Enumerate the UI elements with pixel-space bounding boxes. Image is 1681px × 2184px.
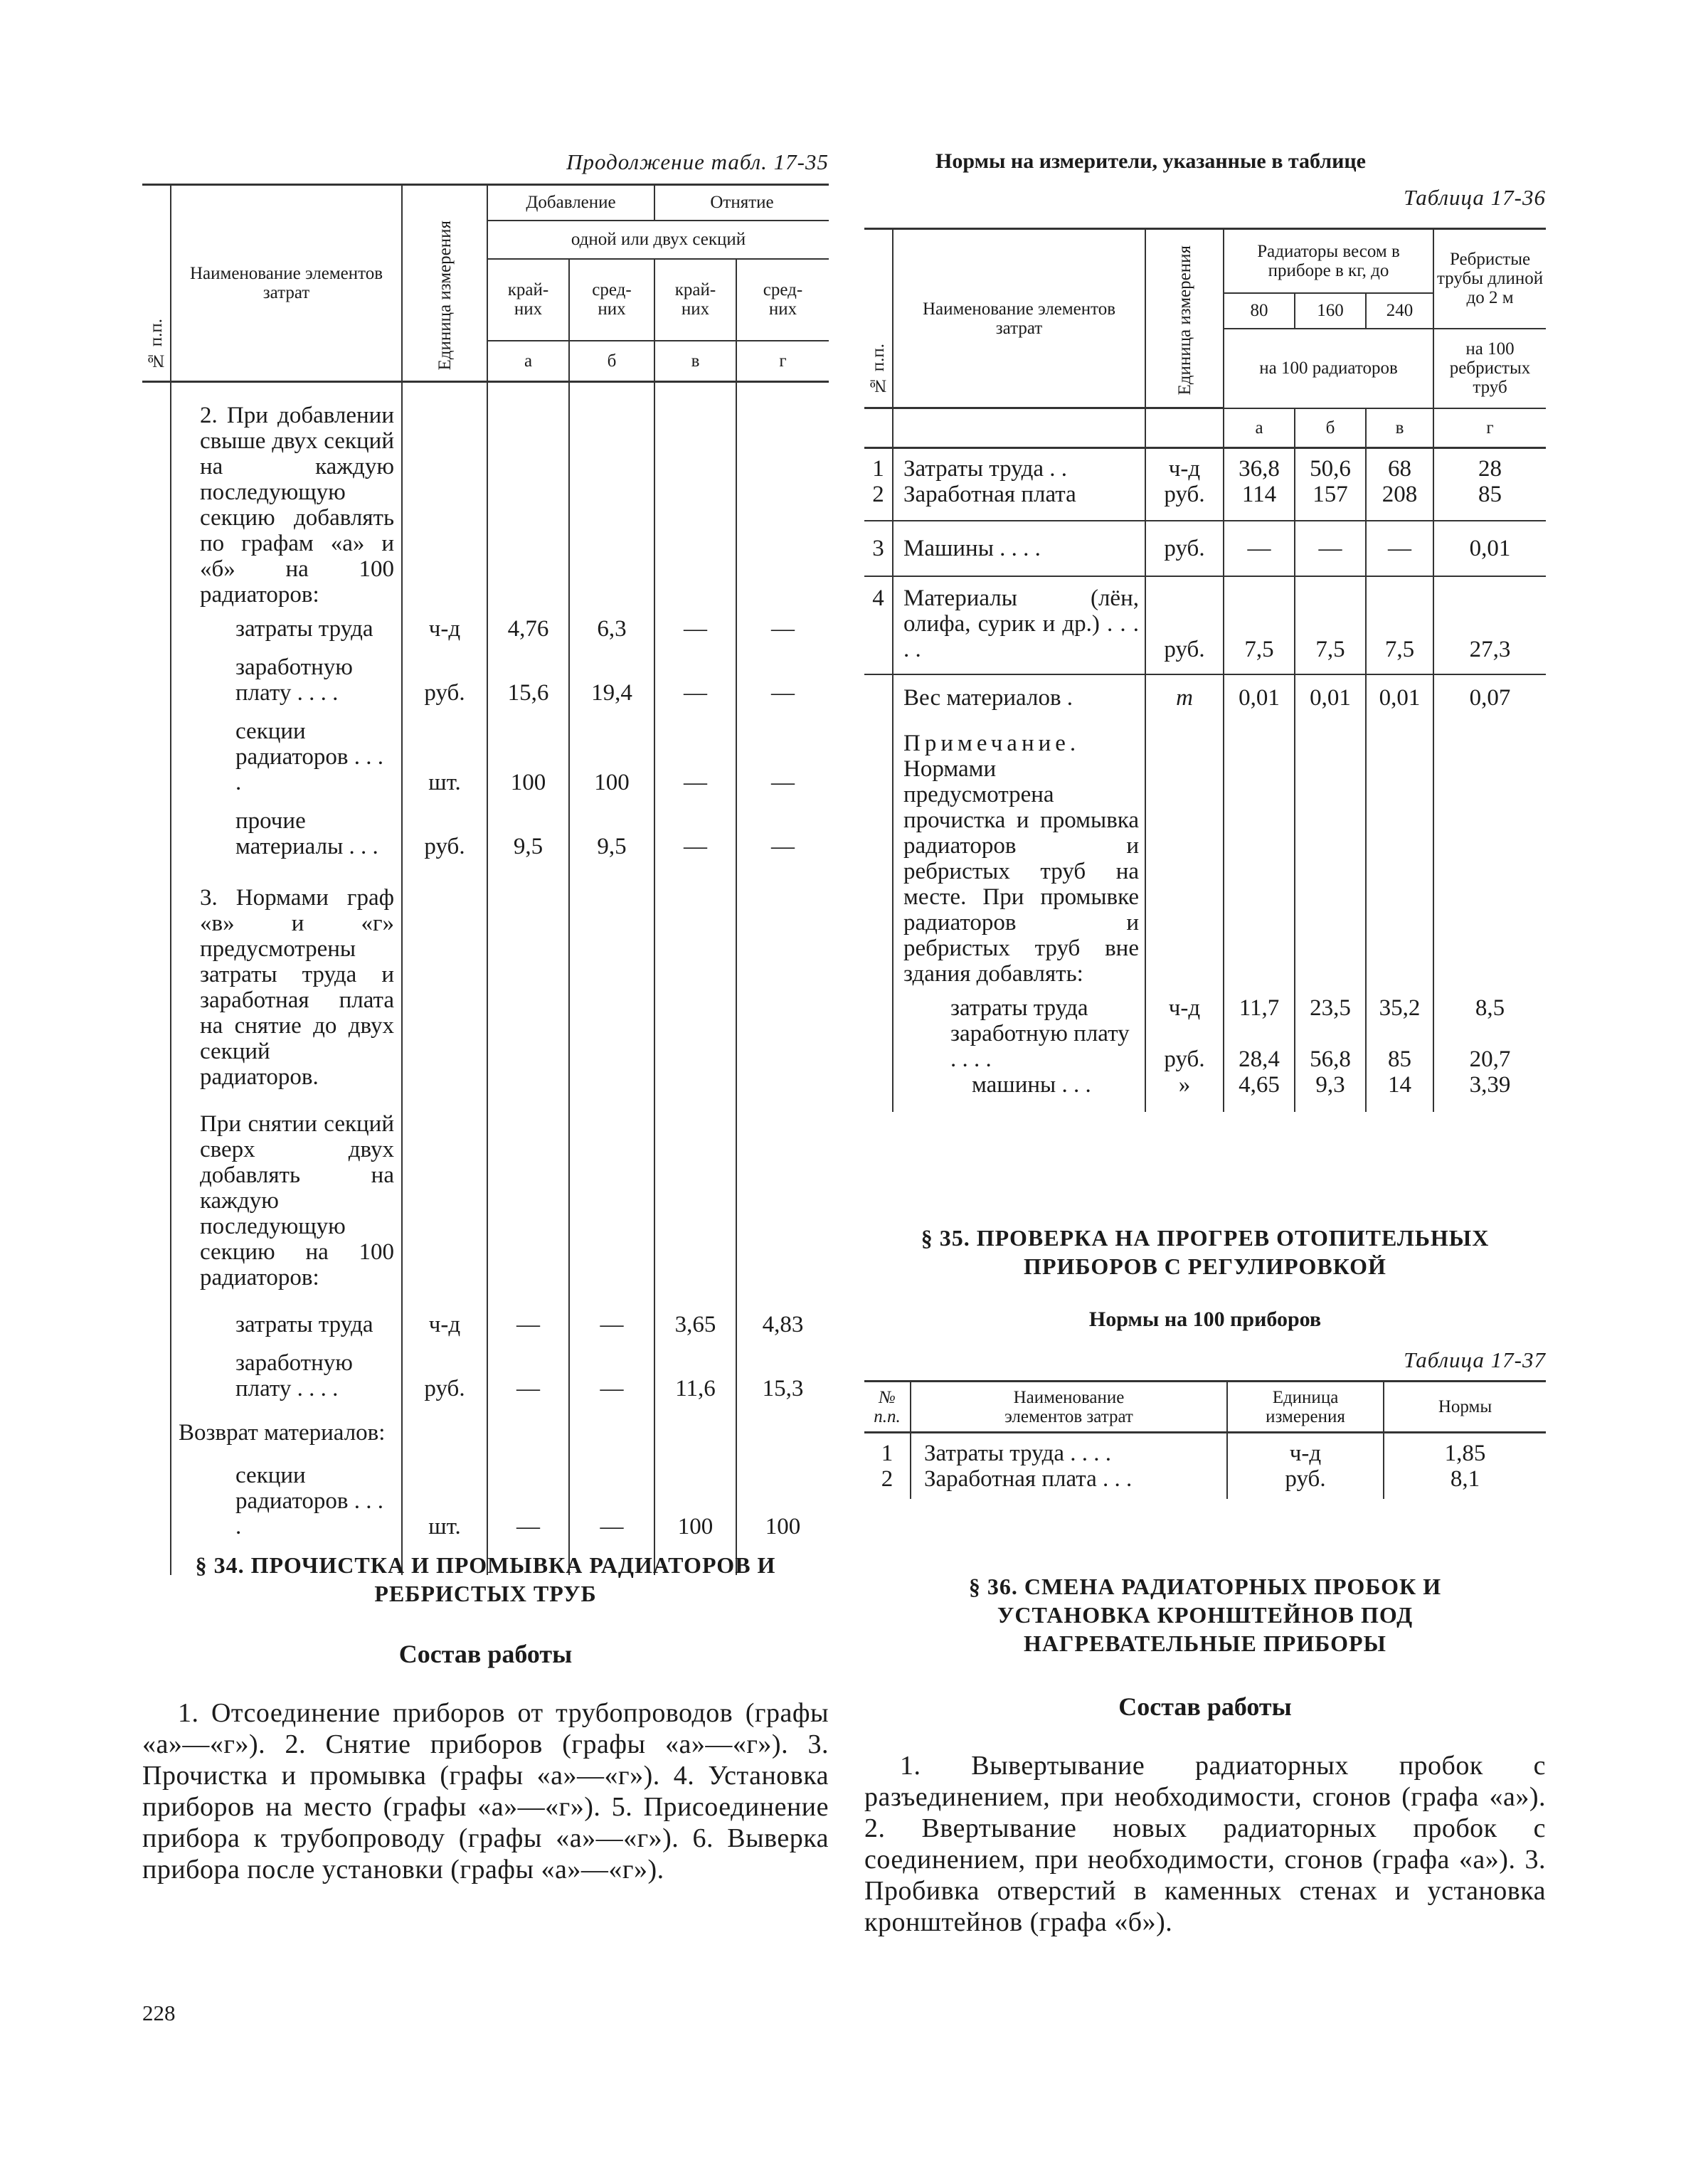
t36-r5-name: Вес материалов .	[893, 674, 1145, 711]
t36-n1-v: 35,2	[1366, 987, 1433, 1021]
t35-row-wage	[142, 642, 829, 706]
t36-h-name: Наименование элементов затрат	[893, 229, 1145, 408]
t36-r2-v: 208	[1366, 482, 1433, 521]
t35-r3-b: 100	[569, 706, 654, 795]
t36-n1-a: 11,7	[1224, 987, 1295, 1021]
t36-n2-v: 85	[1366, 1021, 1433, 1072]
t35-r2-g: —	[771, 680, 795, 706]
t36-h-rad: Радиаторы весом в приборе в кг, до	[1224, 229, 1433, 293]
t36-r4-unit: руб.	[1145, 576, 1224, 674]
t36-n3-unit: »	[1145, 1072, 1224, 1112]
t35-r3-a: 100	[487, 706, 569, 795]
t35-l-a: а	[487, 341, 569, 382]
t35-r1-v: —	[654, 608, 736, 642]
t35-caption: Продолжение табл. 17-35	[566, 149, 829, 174]
s34-text: 1. Отсоединение приборов от трубопроводов (графы «а»—«г»). 2. Снятие приборов (графы «а»—«г»). 3. Прочистка и промывка (графы «а»—«г»). 4. Установка приборов на место (графы «а»—«г»). 5. Присоединение прибора к трубопроводу (графы «а»—«г»). 6. Выверка прибора после установки (графы «а»—«г»).	[142, 1698, 829, 1885]
t36-n1-unit: ч-д	[1145, 987, 1224, 1021]
t36-r1-unit: ч-д	[1145, 448, 1224, 482]
t35-r5-unit: ч-д	[402, 1290, 487, 1337]
t36-r3-a: —	[1224, 521, 1295, 576]
t35-r2-unit: руб.	[402, 642, 487, 706]
t35-r6-b: —	[569, 1337, 654, 1401]
section-35	[864, 1224, 1546, 1499]
t35-r5-a: —	[487, 1290, 569, 1337]
t36-r1-v: 68	[1366, 448, 1433, 482]
t35-no-col	[142, 382, 171, 608]
t35-r4-name: прочие материалы . . .	[171, 795, 402, 859]
t36-r3-b: —	[1295, 521, 1366, 576]
t35-r3-unit: шт.	[402, 706, 487, 795]
t35-row-remove-wage	[142, 1337, 829, 1401]
t36-r2-no: 2	[864, 482, 893, 521]
s36-title: § 36. СМЕНА РАДИАТОРНЫХ ПРОБОК И УСТАНОВКА КРОНШТЕЙНОВ ПОД НАГРЕВАТЕЛЬНЫЕ ПРИБОРЫ	[968, 1574, 1442, 1656]
t36-r3-name: Машины . . . .	[893, 521, 1145, 576]
t36-n1-g: 8,5	[1475, 995, 1505, 1021]
t35-r7-name: секции радиаторов . . . .	[171, 1446, 402, 1575]
t36-h-no-cell	[864, 229, 893, 408]
t35-row-labor	[142, 608, 829, 642]
t36-r4-name: Материалы (лён, олифа, сурик и др.) . . . . .	[893, 576, 1145, 674]
t35-h-rem: Отнятие	[654, 185, 829, 221]
t36-r2-name: Заработная плата	[893, 482, 1145, 521]
t35-r1-g: —	[771, 616, 795, 642]
s34-subtitle: Состав работы	[398, 1640, 573, 1668]
t36-r3-g: 0,01	[1433, 521, 1546, 576]
t35-row-materials	[142, 795, 829, 859]
t35-h-unit-cell	[402, 185, 487, 382]
t35-p5: Возврат материалов:	[171, 1401, 402, 1446]
t36-row-1	[864, 448, 1546, 482]
t36-r5-b: 0,01	[1295, 674, 1366, 711]
t36-n3-name: машины . . .	[893, 1072, 1145, 1112]
t36-n1-b: 23,5	[1295, 987, 1366, 1021]
t35-l-b: б	[569, 341, 654, 382]
t35-h-sections: одной или двух секций	[487, 221, 829, 259]
t35-r1-name: затраты труда	[171, 608, 402, 642]
t37-h-no: № п.п.	[864, 1382, 911, 1433]
t36-h-per100r: на 100 радиаторов	[1224, 329, 1433, 408]
t37-h-name: Наименование элементов затрат	[911, 1382, 1227, 1433]
t37-r2-unit: руб.	[1227, 1466, 1384, 1499]
t35-r6-a: —	[487, 1337, 569, 1401]
s35-title: § 35. ПРОВЕРКА НА ПРОГРЕВ ОТОПИТЕЛЬНЫХ ПРИБОРОВ С РЕГУЛИРОВКОЙ	[921, 1225, 1490, 1279]
section-36	[864, 1572, 1546, 1938]
t36-n2-g: 20,7	[1469, 1046, 1511, 1072]
t35-r3-g: —	[771, 770, 795, 795]
t37-r2-norm: 8,1	[1450, 1466, 1480, 1492]
t37-grid	[864, 1380, 1546, 1499]
t35-r1-b: 6,3	[569, 608, 654, 642]
t36-l-g: г	[1433, 408, 1546, 448]
t37-row-2	[864, 1466, 1546, 1499]
t36-r5-v: 0,01	[1366, 674, 1433, 711]
t35-r4-g: —	[771, 834, 795, 859]
t35-h-edge2: край-них	[654, 259, 736, 341]
table-17-35-caption	[142, 149, 829, 175]
t36-note-cell	[893, 711, 1145, 987]
t36-row-note-labor	[864, 987, 1546, 1021]
t35-p4: При снятии секций сверх двух добавлять на каждую последующую секцию на 100 радиаторов:	[171, 1090, 402, 1290]
t36-n2-a: 28,4	[1224, 1021, 1295, 1072]
t36-n3-a: 4,65	[1224, 1072, 1295, 1112]
t36-note: Нормами предусмотрена прочистка и промывка радиаторов и ребристых труб на месте. При промывке радиаторов и ребристых труб вне здания добавлять:	[903, 756, 1139, 987]
s35-caption: Таблица 17-37	[1404, 1347, 1546, 1372]
t35-r7-unit: шт.	[402, 1446, 487, 1575]
t36-r4-v: 7,5	[1366, 576, 1433, 674]
t35-l-g: г	[736, 341, 829, 382]
t36-r2-g: 85	[1433, 482, 1546, 521]
t36-heading: Нормы на измерители, указанные в таблице	[935, 149, 1366, 173]
t36-row-weight	[864, 674, 1546, 711]
t36-n3-g: 3,39	[1469, 1072, 1511, 1098]
t35-row-sections	[142, 706, 829, 795]
t36-n3-v: 14	[1366, 1072, 1433, 1112]
t37-r2-name: Заработная плата . . .	[911, 1466, 1227, 1499]
t35-r5-g: 4,83	[762, 1312, 804, 1337]
t35-r4-unit: руб.	[402, 795, 487, 859]
t35-l-v: в	[654, 341, 736, 382]
t36-n2-unit: руб.	[1145, 1021, 1224, 1072]
t36-r4-g: 27,3	[1433, 576, 1546, 674]
t36-grid	[864, 228, 1546, 1112]
t35-h-mid1: сред-них	[569, 259, 654, 341]
t36-n2-b: 56,8	[1295, 1021, 1366, 1072]
t36-h-160: 160	[1295, 293, 1366, 329]
t36-r5-g: 0,07	[1469, 685, 1511, 711]
t37-h-norm: Нормы	[1384, 1382, 1546, 1433]
t35-r7-g: 100	[765, 1514, 801, 1539]
t35-r2-a: 15,6	[487, 642, 569, 706]
t36-r1-g: 28	[1478, 456, 1502, 482]
t37-r2-no: 2	[864, 1466, 911, 1499]
t37-r1-norm: 1,85	[1444, 1441, 1486, 1466]
t35-r5-v: 3,65	[654, 1290, 736, 1337]
t36-r4-a: 7,5	[1224, 576, 1295, 674]
t36-h-no: № п.п.	[869, 344, 888, 396]
t36-row-4	[864, 576, 1546, 674]
t35-r7-v: 100	[654, 1446, 736, 1575]
t36-r1-name: Затраты труда . .	[893, 448, 1145, 482]
t36-h-80: 80	[1224, 293, 1295, 329]
t35-r4-a: 9,5	[487, 795, 569, 859]
t35-r1-a: 4,76	[487, 608, 569, 642]
t35-row-remove-labor	[142, 1290, 829, 1337]
t36-l-b: б	[1295, 408, 1366, 448]
t35-r2-v: —	[654, 642, 736, 706]
table-17-36	[864, 228, 1546, 1112]
t36-h-per100t: на 100 ребристых труб	[1433, 329, 1546, 408]
t36-n3-b: 9,3	[1295, 1072, 1366, 1112]
t36-r3-unit: руб.	[1145, 521, 1224, 576]
t36-row-note-wage	[864, 1021, 1546, 1072]
t36-n2-name: заработную плату . . . .	[893, 1021, 1145, 1072]
s36-subtitle: Состав работы	[1118, 1692, 1292, 1721]
t36-row-2	[864, 482, 1546, 521]
t36-row-3	[864, 521, 1546, 576]
page-number: 228	[142, 2000, 176, 2025]
t36-row-note	[864, 711, 1546, 987]
t36-caption: Таблица 17-36	[1404, 185, 1546, 210]
t35-r6-name: заработную плату . . . .	[171, 1337, 402, 1401]
t35-r2-b: 19,4	[569, 642, 654, 706]
t35-r6-g: 15,3	[762, 1376, 804, 1401]
t35-h-edge1: край-них	[487, 259, 569, 341]
t36-r1-a: 36,8	[1224, 448, 1295, 482]
table-17-36-heading	[864, 149, 1546, 211]
t36-h-unit: Единица измерения	[1174, 245, 1194, 396]
t36-r3-v: —	[1366, 521, 1433, 576]
t36-r5-unit: т	[1145, 674, 1224, 711]
table-17-35	[142, 184, 829, 1575]
t36-l-a: а	[1224, 408, 1295, 448]
t36-n1-name: затраты труда	[893, 987, 1145, 1021]
t36-r5-a: 0,01	[1224, 674, 1295, 711]
t35-p2: 2. При добавлении свыше двух секций на каждую последующую секцию добавлять по графам «а» и «б» на 100 радиаторов:	[171, 382, 402, 608]
t36-r1-b: 50,6	[1295, 448, 1366, 482]
t36-l-v: в	[1366, 408, 1433, 448]
t35-r3-v: —	[654, 706, 736, 795]
t36-r2-a: 114	[1224, 482, 1295, 521]
t35-h-no: № п.п.	[147, 319, 166, 371]
t35-r1-unit: ч-д	[402, 608, 487, 642]
t37-r1-no: 1	[864, 1433, 911, 1467]
t35-h-add: Добавление	[487, 185, 654, 221]
t35-h-name: Наименование элементов затрат	[171, 185, 402, 382]
t36-r4-no: 4	[864, 576, 893, 674]
s35-norms: Нормы на 100 приборов	[1088, 1308, 1322, 1331]
t35-r3-name: секции радиаторов . . . .	[171, 706, 402, 795]
t35-r7-b: —	[569, 1446, 654, 1575]
t37-r1-name: Затраты труда . . . .	[911, 1433, 1227, 1467]
t36-note-head: Примечание.	[903, 731, 1081, 756]
t35-r4-v: —	[654, 795, 736, 859]
t36-h-240: 240	[1366, 293, 1433, 329]
t35-r5-b: —	[569, 1290, 654, 1337]
t35-r6-unit: руб.	[402, 1337, 487, 1401]
t36-r2-unit: руб.	[1145, 482, 1224, 521]
t36-h-rib: Ребристые трубы длиной до 2 м	[1433, 229, 1546, 329]
t35-r7-a: —	[487, 1446, 569, 1575]
t37-h-unit: Единица измерения	[1227, 1382, 1384, 1433]
t35-r5-name: затраты труда	[171, 1290, 402, 1337]
t37-r1-unit: ч-д	[1227, 1433, 1384, 1467]
t35-h-unit: Единица измерения	[435, 221, 455, 371]
t36-h-unit-cell	[1145, 229, 1224, 408]
t35-r4-b: 9,5	[569, 795, 654, 859]
t36-r2-b: 157	[1295, 482, 1366, 521]
t35-p3: 3. Нормами граф «в» и «г» предусмотрены затраты труда и заработная плата на снятие до двух секций радиаторов.	[171, 859, 402, 1090]
t35-grid	[142, 184, 829, 1575]
t36-row-note-machines	[864, 1072, 1546, 1112]
s36-text: 1. Вывертывание радиаторных пробок с разъединением, при необходимости, сгонов (графа «а»). 2. Ввертывание новых радиаторных пробок с соединением, при необходимости, сгонов (графа «а»). 3. Пробивка отверстий в каменных стенах и установка кронштейнов (графа «б»).	[864, 1751, 1546, 1937]
t36-r3-no: 3	[864, 521, 893, 576]
s34-title: § 34. ПРОЧИСТКА И ПРОМЫВКА РАДИАТОРОВ И РЕБРИСТЫХ ТРУБ	[195, 1552, 776, 1606]
t35-r6-v: 11,6	[654, 1337, 736, 1401]
t36-r1-no: 1	[864, 448, 893, 482]
t35-r2-name: заработную плату . . . .	[171, 642, 402, 706]
section-34	[142, 1551, 829, 1885]
t36-r4-b: 7,5	[1295, 576, 1366, 674]
t35-h-no-cell	[142, 185, 171, 382]
t37-row-1	[864, 1433, 1546, 1467]
t35-h-mid2: сред-них	[736, 259, 829, 341]
